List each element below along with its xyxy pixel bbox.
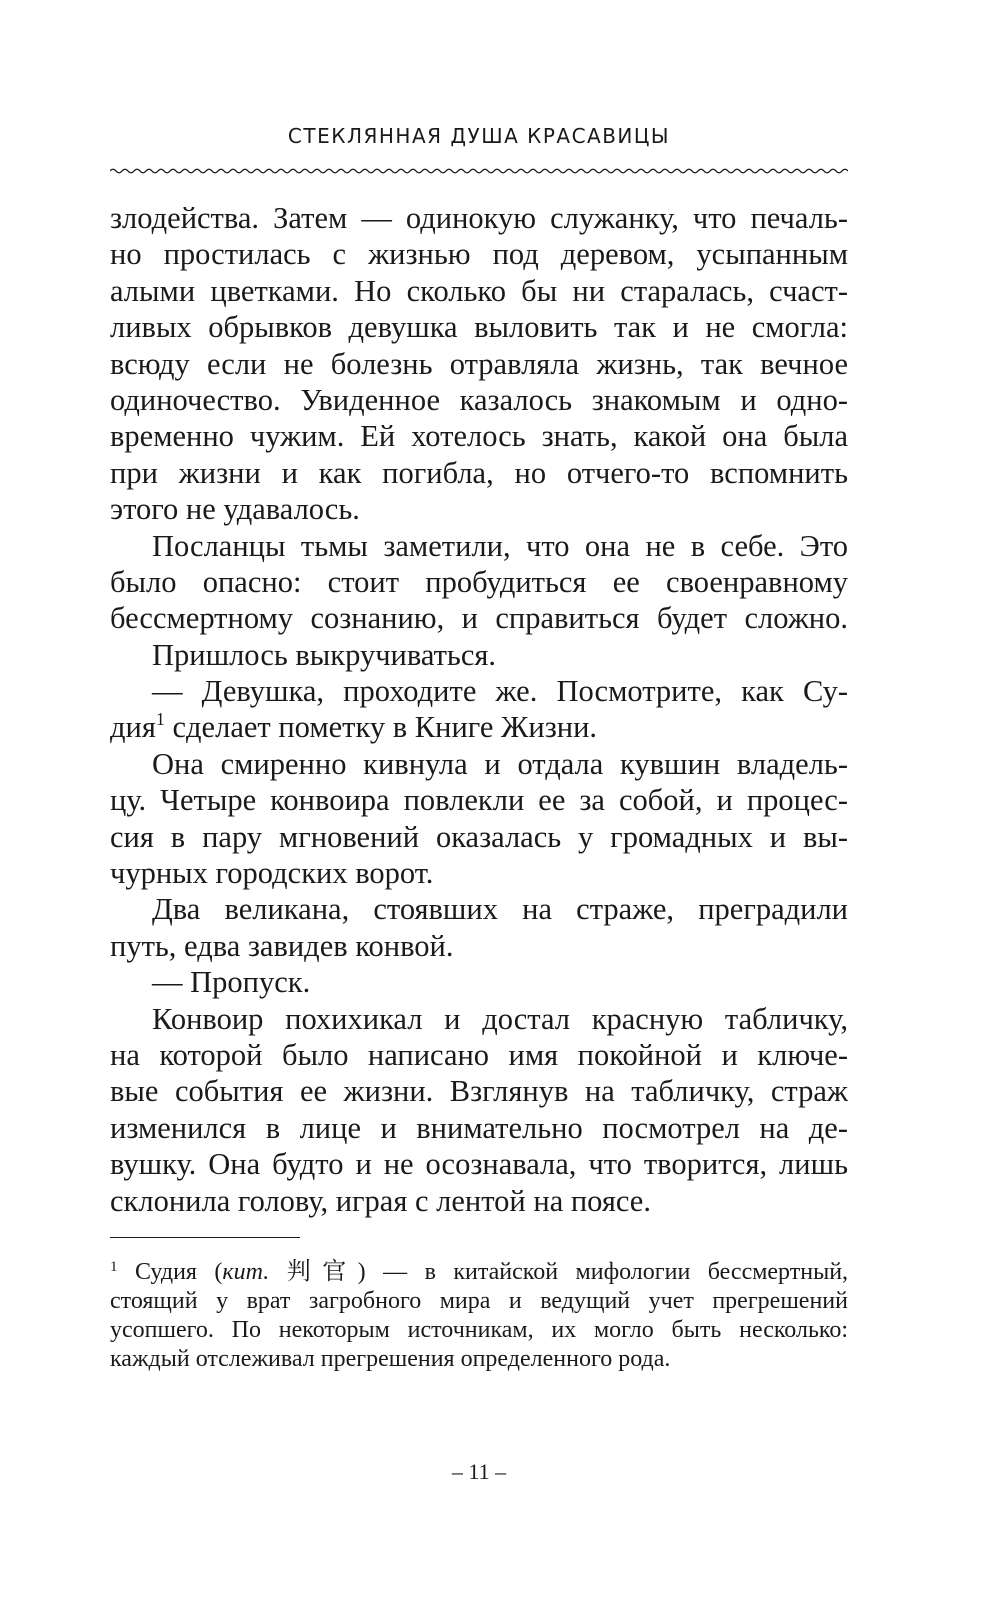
footnote-hanzi: 判官 xyxy=(286,1259,358,1285)
footnote-line: усопшего. По некоторым источникам, их могло быть несколько: xyxy=(110,1317,848,1343)
text-fragment: сделает пометку в Книге Жизни. xyxy=(172,710,598,745)
text-line: изменился в лице и внимательно посмотрел на де- xyxy=(110,1110,848,1145)
footnote-reference[interactable]: 1 xyxy=(155,709,165,730)
text-fragment: дия xyxy=(110,710,156,745)
text-line-with-footnote xyxy=(110,709,848,745)
footnote-line xyxy=(110,1258,848,1287)
text-line: Конвоир похихикал и достал красную табличку, xyxy=(152,1001,848,1036)
text-line: Пришлось выкручиваться. xyxy=(152,637,497,672)
text-line: чурных городских ворот. xyxy=(110,856,434,891)
text-line: бессмертному сознанию, и справиться будет сложно. xyxy=(110,601,848,636)
text-line: — Пропуск. xyxy=(152,965,311,1000)
footnote xyxy=(110,1258,848,1374)
footnote-term: Судия ( xyxy=(134,1259,223,1285)
footnote-line: каждый отслеживал прегрешения определенного рода. xyxy=(110,1346,671,1372)
text-line: было опасно: стоит пробудиться ее своенравному xyxy=(110,564,848,599)
text-line: вушку. Она будто и не осознавала, что творится, лишь xyxy=(110,1147,848,1182)
text-line: Посланцы тьмы заметили, что она не в себе. Это xyxy=(152,528,848,563)
footnote-marker: 1 xyxy=(110,1259,118,1275)
footnote-text: ) — в китайской мифологии бессмертный, xyxy=(357,1259,849,1285)
text-line: но простилась с жизнью под деревом, усыпанным xyxy=(110,237,848,272)
footnote-lang: кит. xyxy=(222,1259,270,1285)
footnote-divider xyxy=(110,1237,300,1238)
body-text xyxy=(110,200,848,1219)
text-line: временно чужим. Ей хотелось знать, какой она была xyxy=(110,419,848,454)
text-line: Два великана, стоявших на страже, преградили xyxy=(152,892,848,927)
text-line: цу. Четыре конвоира повлекли ее за собой, и процес- xyxy=(110,783,848,818)
text-line: одиночество. Увиденное казалось знакомым и одно- xyxy=(110,382,848,417)
running-head: СТЕКЛЯННАЯ ДУША КРАСАВИЦЫ xyxy=(287,124,671,148)
text-line: злодейства. Затем — одинокую служанку, что печаль- xyxy=(110,201,848,235)
footnote-line: стоящий у врат загробного мира и ведущий учет прегрешений xyxy=(110,1288,848,1314)
wavy-rule-divider xyxy=(110,166,848,176)
text-line: путь, едва завидев конвой. xyxy=(110,928,454,963)
text-line: при жизни и как погибла, но отчего-то вспомнить xyxy=(110,455,848,490)
text-line: склонила голову, играя с лентой на поясе. xyxy=(110,1183,651,1218)
text-line: этого не удавалось. xyxy=(110,492,360,527)
text-line: ливых обрывков девушка выловить так и не смогла: xyxy=(110,310,848,345)
text-line: всюду если не болезнь отравляла жизнь, так вечное xyxy=(110,346,848,381)
text-line: сия в пару мгновений оказалась у громадных и вы- xyxy=(110,819,848,854)
text-line: на которой было написано имя покойной и ключе- xyxy=(110,1037,848,1072)
text-line: алыми цветками. Но сколько бы ни старалась, счаст- xyxy=(110,273,848,308)
text-line: — Девушка, проходите же. Посмотрите, как Су- xyxy=(152,674,848,709)
page-number: – 11 – xyxy=(451,1459,507,1484)
text-line: Она смиренно кивнула и отдала кувшин владель- xyxy=(152,746,848,781)
text-line: вые события ее жизни. Взглянув на табличку, страж xyxy=(110,1074,848,1109)
